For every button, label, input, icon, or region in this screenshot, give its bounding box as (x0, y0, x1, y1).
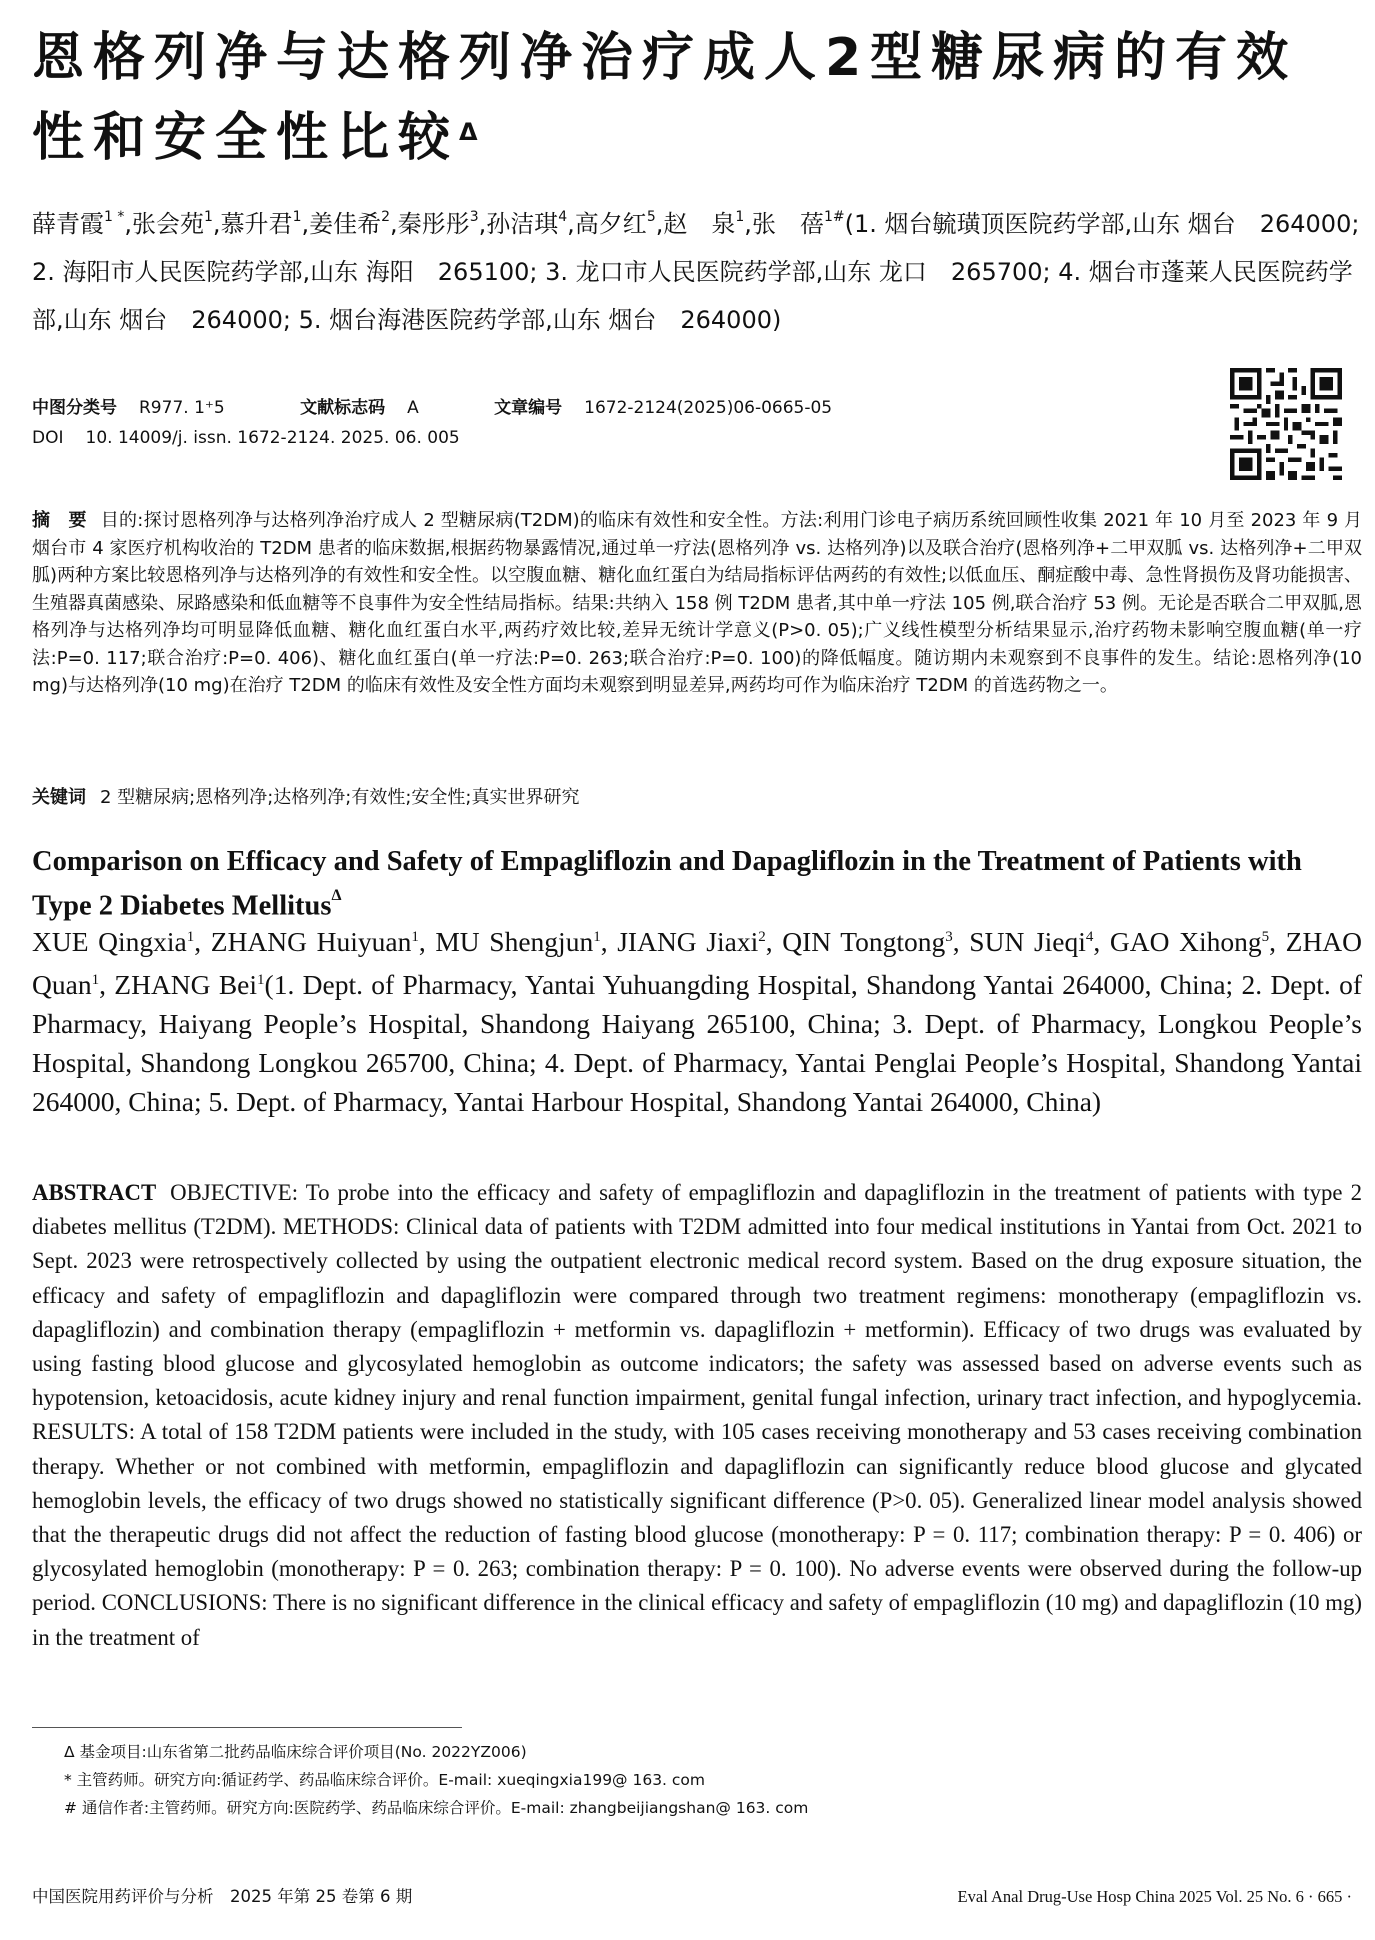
chinese-author-block (32, 195, 1362, 344)
author-affiliation-mark: 1 (186, 929, 195, 945)
author-affiliation-mark: 1 (292, 209, 302, 225)
english-abstract-label: ABSTRACT (32, 1180, 157, 1205)
chinese-author-list: 薛青霞$^{1 *}$,张会苑$^1$,慕升君$^1$,姜佳希$^2$,秦彤彤$^3$,孙洁琪$^4$,高夕红$^5$,赵 泉$^1$,张 蓓$^{1\#}$ (32, 209, 845, 238)
english-title (32, 843, 1362, 926)
footnotes (64, 1738, 808, 1822)
author-name: 秦彤彤 (397, 210, 470, 238)
english-abstract (32, 1176, 1362, 1655)
chinese-title-text: 恩格列净与达格列净治疗成人2型糖尿病的有效性和安全性比较 (32, 28, 1298, 168)
author-name: ZHANG Huiyuan (210, 926, 412, 958)
chinese-abstract-text: 目的:探讨恩格列净与达格列净治疗成人 2 型糖尿病(T2DM)的临床有效性和安全性。方法:利用门诊电子病历系统回顾性收集 2021 年 10 月至 2023 年 9 月烟台市 4 家医疗机构收治的 T2DM 患者的临床数据,根据药物暴露情况,通过单一疗法(恩格列净 vs. 达格列净)以及联合治疗(恩格列净+二甲双胍 vs. 达格列净+二甲双胍)两种方案比较恩格列净与达格列净的有效性和安全性。以空腹血糖、糖化血红蛋白为结局指标评估两药的有效性;以低血压、酮症酸中毒、急性肾损伤及肾功能损害、生殖器真菌感染、尿路感染和低血糖等不良事件为安全性结局指标。结果:共纳入 158 例 T2DM 患者,其中单一疗法 105 例,联合治疗 53 例。无论是否联合二甲双胍,恩格列净与达格列净均可明显降低血糖、糖化血红蛋白水平,两药疗效比较,差异无统计学意义(P>0. 05);广义线性模型分析结果显示,治疗药物未影响空腹血糖(单一疗法:P=0. 117;联合治疗:P=0. 406)、糖化血红蛋白(单一疗法:P=0. 263;联合治疗:P=0. 100)的降低幅度。随访期内未观察到不良事件的发生。结论:恩格列净(10 mg)与达格列净(10 mg)在治疗 T2DM 的临床有效性及安全性方面均未观察到明显差异,两药均可作为临床治疗 T2DM 的首选药物之一。 (32, 510, 1363, 696)
english-author-list: XUE Qingxia$^1$, ZHANG Huiyuan$^1$, MU Shengjun$^1$, JIANG Jiaxi$^2$, QIN Tongtong$^3$, SUN Jieqi$^4$, GAO Xihong$^5$, ZHAO Quan$^1$, ZHANG Bei$^1$ (32, 926, 1363, 1001)
author-affiliation-mark: 3 (469, 209, 479, 225)
doi-value: 10. 14009/j. issn. 1672-2124. 2025. 06. 005 (85, 428, 460, 448)
author-name: ZHAO Quan (32, 926, 1363, 1001)
author-name: QIN Tongtong (782, 926, 946, 958)
article-no-value: 1672-2124(2025)06-0665-05 (584, 398, 833, 418)
author-affiliation-mark: 1 (204, 209, 213, 225)
qr-code-icon[interactable] (1230, 368, 1342, 480)
author-affiliation-mark: 4 (1085, 929, 1094, 945)
author-affiliation-mark: 1 (257, 972, 265, 989)
author-name: 赵 泉 (663, 210, 736, 238)
author-affiliation-mark: 1# (823, 209, 845, 225)
chinese-keywords-label: 关键词 (32, 787, 86, 808)
chinese-abstract-label: 摘 要 (32, 510, 87, 531)
clc-label: 中图分类号 (32, 398, 117, 418)
doi-row (32, 423, 832, 453)
footnote-funding: Δ 基金项目:山东省第二批药品临床综合评价项目(No. 2022YZ006) (64, 1743, 527, 1761)
author-name: 高夕红 (574, 210, 647, 238)
author-name: 姜佳希 (309, 210, 382, 238)
chinese-abstract (32, 507, 1362, 700)
author-affiliation-mark: 1 (411, 929, 419, 945)
author-affiliation-mark: 1 (735, 209, 745, 225)
chinese-title-fund-mark: Δ (459, 118, 478, 146)
chinese-keywords (32, 784, 580, 812)
footer-journal-en: Eval Anal Drug-Use Hosp China 2025 Vol. 25 No. 6 · 665 · (957, 1887, 1352, 1906)
chinese-affiliations: (1. 烟台毓璜顶医院药学部,山东 烟台 264000; 2. 海阳市人民医院药学部,山东 海阳 265100; 3. 龙口市人民医院药学部,山东 龙口 265700; 4. 烟台市蓬莱人民医院药学部,山东 烟台 264000; 5. 烟台海港医院药学部,山东 烟台 264000) (32, 210, 1360, 334)
author-affiliation-mark: 2 (381, 209, 391, 225)
english-title-fund-mark: Δ (331, 887, 342, 904)
metadata-row (32, 393, 832, 423)
article-metadata (32, 393, 832, 453)
footer-journal-cn: 中国医院用药评价与分析 2025 年第 25 卷第 6 期 (32, 1887, 413, 1906)
author-affiliation-mark: 3 (945, 929, 953, 945)
author-affiliation-mark: 1 (593, 929, 601, 945)
author-name: 慕升君 (220, 210, 293, 238)
doc-code-value: A (407, 398, 419, 418)
author-affiliation-mark: 1 * (104, 209, 125, 225)
author-name: SUN Jieqi (969, 926, 1086, 958)
chinese-keywords-text: 2 型糖尿病;恩格列净;达格列净;有效性;安全性;真实世界研究 (100, 787, 580, 808)
author-affiliation-mark: 5 (646, 209, 656, 225)
author-name: JIANG Jiaxi (617, 926, 759, 958)
author-affiliation-mark: 1 (91, 972, 100, 989)
english-title-text: Comparison on Efficacy and Safety of Empagliflozin and Dapagliflozin in the Treatment of Patients with Type 2 Diabetes Mellitus (32, 846, 1302, 922)
author-name: MU Shengjun (435, 926, 594, 958)
footnote-first-author: * 主管药师。研究方向:循证药学、药品临床综合评价。E-mail: xueqingxia199@ 163. com (64, 1771, 706, 1789)
english-author-block (32, 918, 1362, 1121)
footnote-divider (32, 1727, 462, 1728)
chinese-title (32, 18, 1352, 178)
author-affiliation-mark: 5 (1261, 929, 1270, 945)
author-affiliation-mark: 4 (558, 209, 568, 225)
doc-code-label: 文献标志码 (300, 398, 386, 418)
journal-page (22, 0, 1363, 1940)
author-name: 张会苑 (132, 210, 204, 238)
english-affiliations: (1. Dept. of Pharmacy, Yantai Yuhuangding Hospital, Shandong Yantai 264000, China; 2. Dept. of Pharmacy, Haiyang People’s Hospital, Shandong Haiyang 265100, China; 3. Dept. of Pharmacy, Longkou People’s Hospital, Shandong Longkou 265700, China; 4. Dept. of Pharmacy, Yantai Penglai People’s Hospital, Shandong Yantai 264000, China; 5. Dept. of Pharmacy, Yantai Harbour Hospital, Shandong Yantai 264000, China) (32, 969, 1363, 1118)
author-name: ZHANG Bei (114, 969, 258, 1001)
author-name: 薛青霞 (32, 210, 104, 238)
footnote-corresponding-author: # 通信作者:主管药师。研究方向:医院药学、药品临床综合评价。E-mail: zhangbeijiangshan@ 163. com (64, 1799, 809, 1817)
author-name: 张 蓓 (751, 210, 824, 238)
clc-value: R977. 1⁺5 (139, 398, 225, 418)
doi-label: DOI (32, 428, 64, 448)
author-name: XUE Qingxia (32, 926, 187, 958)
author-name: GAO Xihong (1109, 926, 1262, 958)
article-no-label: 文章编号 (494, 398, 563, 418)
author-name: 孙洁琪 (486, 210, 559, 238)
english-abstract-text: OBJECTIVE: To probe into the efficacy and safety of empagliflozin and dapagliflozin in the treatment of patients with type 2 diabetes mellitus (T2DM). METHODS: Clinical data of patients with T2DM admitted into four medical institutions in Yantai from Oct. 2021 to Sept. 2023 were retrospectively collected by using the outpatient electronic medical record system. Based on the drug exposure situation, the efficacy and safety of empagliflozin and dapagliflozin were compared through two treatment regimens: monotherapy (empagliflozin vs. dapagliflozin) and combination therapy (empagliflozin + metformin vs. dapagliflozin + metformin). Efficacy of two drugs was evaluated by using fasting blood glucose and glycosylated hemoglobin as outcome indicators; the safety was assessed based on adverse events such as hypotension, ketoacidosis, acute kidney injury and renal function impairment, genital fungal infection, urinary tract infection, and hypoglycemia. RESULTS: A total of 158 T2DM patients were included in the study, with 105 cases receiving monotherapy and 53 cases receiving combination therapy. Whether or not combined with metformin, empagliflozin and dapagliflozin can significantly reduce blood glucose and glycated hemoglobin levels, the efficacy of two drugs showed no statistically significant difference (P>0. 05). Generalized linear model analysis showed that the therapeutic drugs did not affect the reduction of fasting blood glucose (monotherapy: P = 0. 117; combination therapy: P = 0. 406) or glycosylated hemoglobin (monotherapy: P = 0. 263; combination therapy: P = 0. 100). No adverse events were observed during the follow-up period. CONCLUSIONS: There is no significant difference in the clinical efficacy and safety of empagliflozin (10 mg) and dapagliflozin (10 mg) in the treatment of (32, 1180, 1362, 1650)
author-affiliation-mark: 2 (758, 929, 766, 945)
